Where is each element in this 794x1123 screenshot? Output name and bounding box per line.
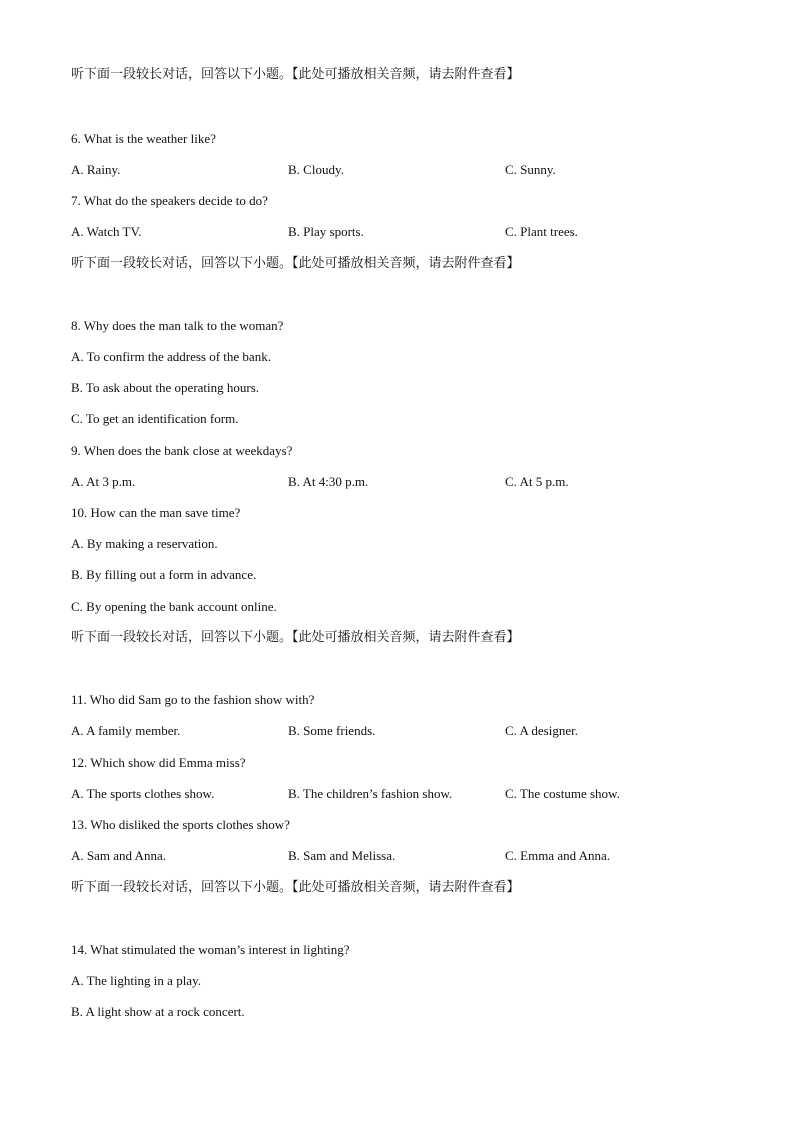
question-stem: 10. How can the man save time? (71, 505, 241, 520)
option-c: C. By opening the bank account online. (71, 599, 277, 614)
options-row (71, 723, 771, 739)
options-row (71, 224, 771, 240)
option-c: C. A designer. (505, 723, 578, 738)
options-row (71, 474, 771, 490)
option-a: A. To confirm the address of the bank. (71, 349, 271, 364)
option-a: A. At 3 p.m. (71, 474, 136, 489)
option-b: B. By filling out a form in advance. (71, 567, 257, 582)
question-stem: 9. When does the bank close at weekdays? (71, 443, 293, 458)
question-stem: 11. Who did Sam go to the fashion show with? (71, 692, 315, 707)
section-instruction: 听下面一段较长对话，回答以下小题。【此处可播放相关音频，请去附件查看】 (71, 880, 520, 895)
option-b: B. The children’s fashion show. (288, 786, 453, 801)
question-stem: 14. What stimulated the woman’s interest in lighting? (71, 942, 350, 957)
option-a: A. Rainy. (71, 162, 121, 177)
option-b: B. Cloudy. (288, 162, 344, 177)
question-stem: 6. What is the weather like? (71, 131, 216, 146)
question-stem: 8. Why does the man talk to the woman? (71, 318, 284, 333)
option-c: C. To get an identification form. (71, 411, 239, 426)
option-a: A. The sports clothes show. (71, 786, 215, 801)
option-a: A. By making a reservation. (71, 536, 218, 551)
option-c: C. Sunny. (505, 162, 556, 177)
option-c: C. Emma and Anna. (505, 848, 611, 863)
options-row (71, 786, 771, 802)
option-a: A. Watch TV. (71, 224, 142, 239)
option-b: B. Sam and Melissa. (288, 848, 396, 863)
option-c: C. The costume show. (505, 786, 620, 801)
options-row (71, 848, 771, 864)
option-b: B. To ask about the operating hours. (71, 380, 260, 395)
question-stem: 12. Which show did Emma miss? (71, 755, 246, 770)
question-stem: 13. Who disliked the sports clothes show? (71, 817, 290, 832)
option-c: C. At 5 p.m. (505, 474, 569, 489)
section-instruction: 听下面一段较长对话，回答以下小题。【此处可播放相关音频，请去附件查看】 (71, 256, 520, 271)
option-a: A. The lighting in a play. (71, 973, 201, 988)
option-b: B. Play sports. (288, 224, 364, 239)
section-instruction: 听下面一段较长对话，回答以下小题。【此处可播放相关音频，请去附件查看】 (71, 67, 520, 82)
option-b: B. A light show at a rock concert. (71, 1004, 245, 1019)
option-c: C. Plant trees. (505, 224, 578, 239)
option-b: B. Some friends. (288, 723, 376, 738)
option-a: A. Sam and Anna. (71, 848, 166, 863)
option-b: B. At 4:30 p.m. (288, 474, 369, 489)
option-a: A. A family member. (71, 723, 181, 738)
question-stem: 7. What do the speakers decide to do? (71, 193, 268, 208)
section-instruction: 听下面一段较长对话，回答以下小题。【此处可播放相关音频，请去附件查看】 (71, 630, 520, 645)
options-row (71, 162, 771, 178)
